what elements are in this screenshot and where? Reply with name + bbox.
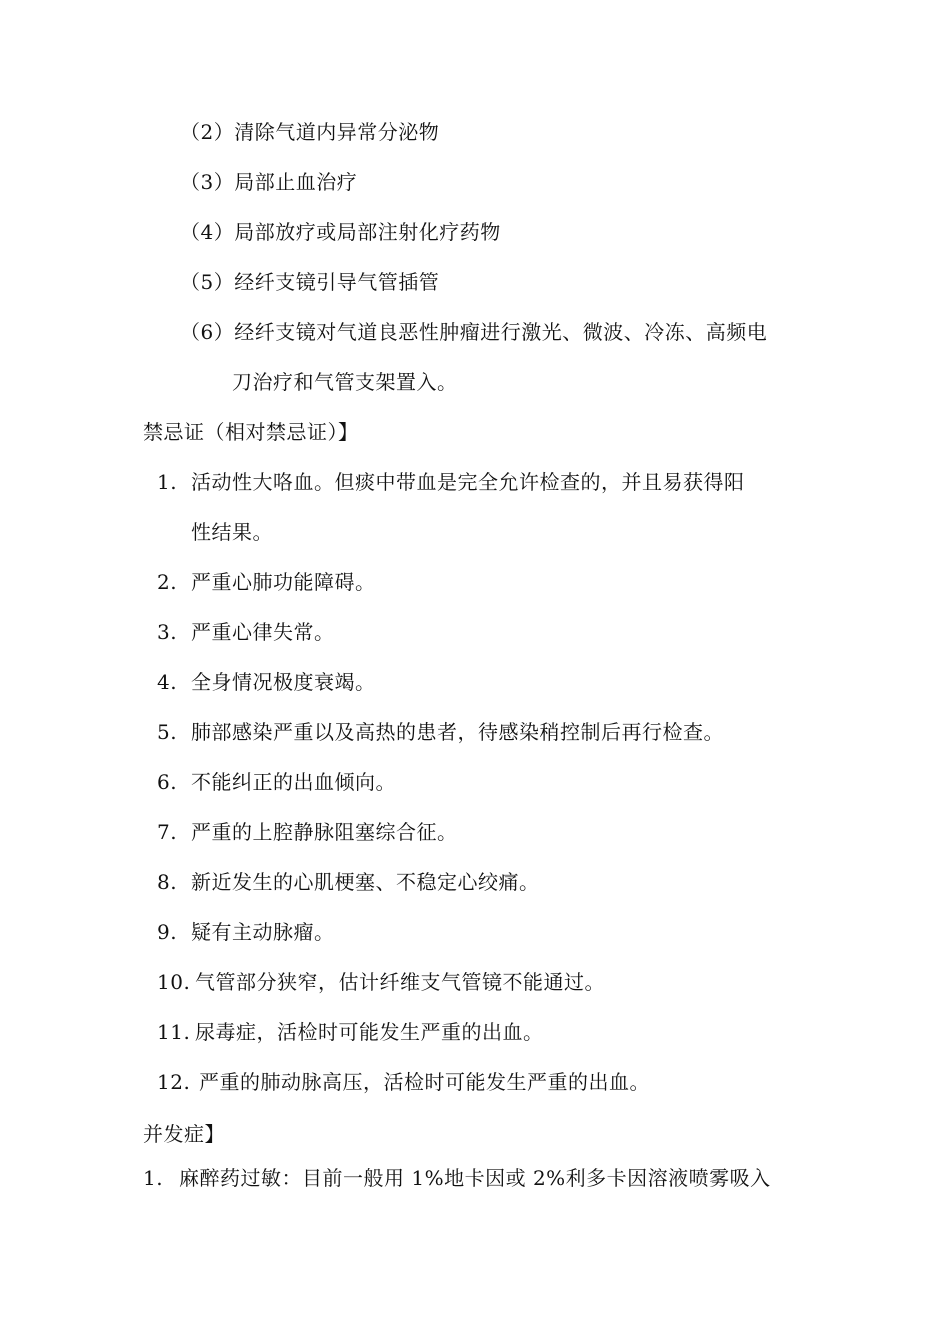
complications-heading: 并发症】 <box>143 1122 225 1146</box>
indication-item-6: （6）经纤支镜对气道良恶性肿瘤进行激光、微波、冷冻、高频电 <box>180 320 768 344</box>
indication-item-4: （4）局部放疗或局部注射化疗药物 <box>180 220 501 244</box>
complication-item-1 <box>143 1164 771 1192</box>
list-number: 2. <box>157 570 178 594</box>
contraindication-item-1 <box>157 468 745 496</box>
list-number: 6. <box>157 770 178 794</box>
list-text: 疑有主动脉瘤。 <box>191 920 335 944</box>
list-text: 不能纠正的出血倾向。 <box>191 770 396 794</box>
contraindication-item-2 <box>157 568 376 596</box>
list-number: 8. <box>157 870 178 894</box>
list-text: 严重心肺功能障碍。 <box>191 570 376 594</box>
contraindication-item-10 <box>157 968 605 996</box>
list-text: 活动性大咯血。但痰中带血是完全允许检查的，并且易获得阳 <box>191 470 745 494</box>
list-text: 麻醉药过敏：目前一般用 1%地卡因或 2%利多卡因溶液喷雾吸入 <box>179 1166 771 1190</box>
list-text: 严重的上腔静脉阻塞综合征。 <box>191 820 458 844</box>
contraindication-item-4 <box>157 668 376 696</box>
contraindication-item-6 <box>157 768 396 796</box>
list-number: 7. <box>157 820 178 844</box>
contraindication-item-11 <box>157 1018 544 1046</box>
contraindication-item-8 <box>157 868 540 896</box>
list-number: 4. <box>157 670 178 694</box>
contraindication-item-7 <box>157 818 458 846</box>
list-number: 5. <box>157 720 178 744</box>
indication-item-6-continuation: 刀治疗和气管支架置入。 <box>232 370 458 394</box>
list-number: 11. <box>157 1020 191 1044</box>
list-text: 严重心律失常。 <box>191 620 335 644</box>
list-number: 9. <box>157 920 178 944</box>
indication-item-5: （5）经纤支镜引导气管插管 <box>180 270 440 294</box>
list-text: 气管部分狭窄，估计纤维支气管镜不能通过。 <box>195 970 605 994</box>
list-number: 10. <box>157 970 191 994</box>
list-text: 尿毒症，活检时可能发生严重的出血。 <box>195 1020 544 1044</box>
list-number: 1. <box>143 1166 164 1190</box>
contraindication-item-3 <box>157 618 335 646</box>
contraindications-heading: 禁忌证（相对禁忌证）】 <box>143 420 359 444</box>
contraindication-item-9 <box>157 918 335 946</box>
indication-item-3: （3）局部止血治疗 <box>180 170 358 194</box>
list-text: 严重的肺动脉高压，活检时可能发生严重的出血。 <box>199 1070 650 1094</box>
list-text: 肺部感染严重以及高热的患者，待感染稍控制后再行检查。 <box>191 720 724 744</box>
list-number: 3. <box>157 620 178 644</box>
contraindication-item-5 <box>157 718 724 746</box>
contraindication-item-1-continuation: 性结果。 <box>191 520 273 544</box>
contraindication-item-12 <box>157 1068 650 1096</box>
list-number: 1. <box>157 470 178 494</box>
list-text: 全身情况极度衰竭。 <box>191 670 376 694</box>
indication-item-2: （2）清除气道内异常分泌物 <box>180 120 440 144</box>
list-number: 12. <box>157 1070 191 1094</box>
list-text: 新近发生的心肌梗塞、不稳定心绞痛。 <box>191 870 540 894</box>
